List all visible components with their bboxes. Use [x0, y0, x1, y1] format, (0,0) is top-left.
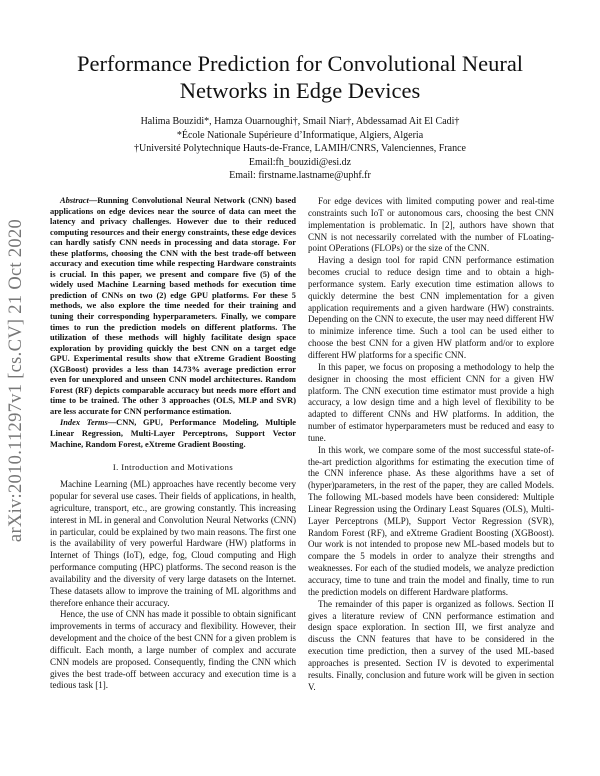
author-block [40, 115, 560, 183]
body-paragraph: Having a design tool for rapid CNN performance estimation becomes crucial to reduce design time and to obtain a high-performance system. Early execution time estimation allows to quickly determine the best CNN implementation for a given application requirements and a given hardware (HW) constraints. Depending on the CNN to execute, the user may need different HW to minimize inference time. Such a tool can be used either to choose the best CNN for a given HW platform and/or to explore different HW platforms for a specific CNN. [308, 255, 554, 360]
body-paragraph: The remainder of this paper is organized as follows. Section II gives a literature review of CNN performance estimation and design space exploration. In section III, we first analyze and discuss the CNN features that have to be considered in the execution time prediction, then a survey of the used ML-based approaches is presented. Section IV is devoted to experimental results. Finally, conclusion and future work will be given in section V. [308, 598, 554, 692]
section-heading: I. Introduction and Motivations [112, 462, 234, 473]
affiliation-1: *École Nationale Supérieure d’Informatique, Algiers, Algeria [176, 129, 424, 141]
index-terms [50, 418, 296, 450]
email-2: Email: firstname.lastname@uphf.fr [229, 170, 371, 181]
abstract-label: Abstract [60, 196, 89, 205]
left-column [50, 196, 296, 692]
body-paragraph: Machine Learning (ML) approaches have recently become very popular for several use cases. Their fields of applications, in health, agriculture, transport, etc., are growing constantly. This increasing interest in ML in general and Convolution Neural Networks (CNN) in particular, could be explained by two main reasons. The first one is the availability of very powerful Hardware (HW) platforms in Internet of Things (IoT), edge, fog, Cloud computing and High performance computing (HPC) platforms. The second reason is the availability and the diversity of very large datasets on the Internet. These datasets allow to improve the training of ML algorithms and therefore enhance their accuracy. [50, 479, 296, 608]
body-paragraph: For edge devices with limited computing power and real-time constraints such IoT or autonomous cars, choosing the best CNN implementation is problematic. In [2], authors have shown that CNN is not necessarily correlated with the number of FLoating-point OPerations (FLOPs) or the size of the CNN. [308, 196, 554, 254]
abstract [50, 196, 296, 417]
paper-title: Performance Prediction for Convolutional Neural Networks in Edge Devices [76, 51, 524, 103]
body-paragraph: In this paper, we focus on proposing a methodology to help the designer in choosing the most efficient CNN for a given HW platform. The CNN execution time estimator must provide a high accuracy, a low design time and a high level of flexibility to be adapted to different CNNs and HW platforms. In addition, the number of estimator hyperparameters must be reduced and easy to tune. [308, 361, 554, 443]
body-paragraph: In this work, we compare some of the most successful state-of-the-art prediction algorithms for estimating the execution time of the CNN inference phase. As these algorithms have a set of (hyper)parameters, in the rest of the paper, they are called Models. The following ML-based models have been considered: Multiple Linear Regression using the Ordinary Least Squares (OLS), Multi-Layer Perceptrons (MLP), Support Vector Regression (SVR), Random Forest (RF), and eXtreme Gradient Boosting (XGBoost). Our work is not intended to propose new ML-based models but to compare the 5 models in order to analyze their strengths and weaknesses. For each of the studied models, we analyze prediction accuracy, time to tune and train the model and finally, time to run the prediction models on different Hardware platforms. [308, 444, 554, 597]
body-paragraph: Hence, the use of CNN has made it possible to obtain significant improvements in terms of accuracy and flexibility. However, their development and the choice of the best CNN for a given problem is difficult. Each month, a large number of complex and accurate CNN models are proposed. Consequently, finding the CNN which gives the best trade-off between accuracy and execution time is a tedious task [1]. [50, 609, 296, 691]
affiliation-2: †Université Polytechnique Hauts-de-France, LAMIH/CNRS, Valenciennes, France [134, 143, 466, 154]
author-names: Halima Bouzidi*, Hamza Ouarnoughi†, Smail Niar†, Abdessamad Ait El Cadi† [140, 116, 460, 127]
index-terms-label: Index Terms [60, 418, 108, 428]
index-terms-text: —CNN, GPU, Performance Modeling, Multiple Linear Regression, Multi-Layer Perceptrons, Support Vector Machine, Random Forest, eXtreme Gradient Boosting. [50, 418, 297, 449]
right-column [308, 196, 554, 693]
arxiv-stamp-text: arXiv:2010.11297v1 [cs.CV] 21 Oct 2020 [6, 218, 27, 542]
email-1: Email:fh_bouzidi@esi.dz [248, 156, 352, 168]
abstract-text: —Running Convolutional Neural Network (CNN) based applications on edge devices near the source of data can meet the latency and privacy challenges. However due to their reduced computing resources and their energy constraints, these edge devices can hardly satisfy CNN needs in processing and data storage. For these platforms, choosing the CNN with the best trade-off between accuracy and execution time while respecting Hardware constraints is crucial. In this paper, we present and compare five (5) of the widely used Machine Learning based methods for execution time prediction of CNNs on two (2) edge GPU platforms. For these 5 methods, we also explore the time needed for their training and tuning their corresponding hyperparameters. Finally, we compare times to run the prediction models on different platforms. The utilization of these methods will highly facilitate design space exploration by providing quickly the best CNN on a target edge GPU. Experimental results show that eXtreme Gradient Boosting (XGBoost) provides a less than 14.73% average prediction error even for unexplored and unseen CNN model architectures. Random Forest (RF) depicts comparable accuracy but needs more effort and time to be trained. The other 3 approaches (OLS, MLP and SVR) are less accurate for CNN performance estimation. [50, 196, 296, 416]
arxiv-stamp [2, 165, 32, 595]
